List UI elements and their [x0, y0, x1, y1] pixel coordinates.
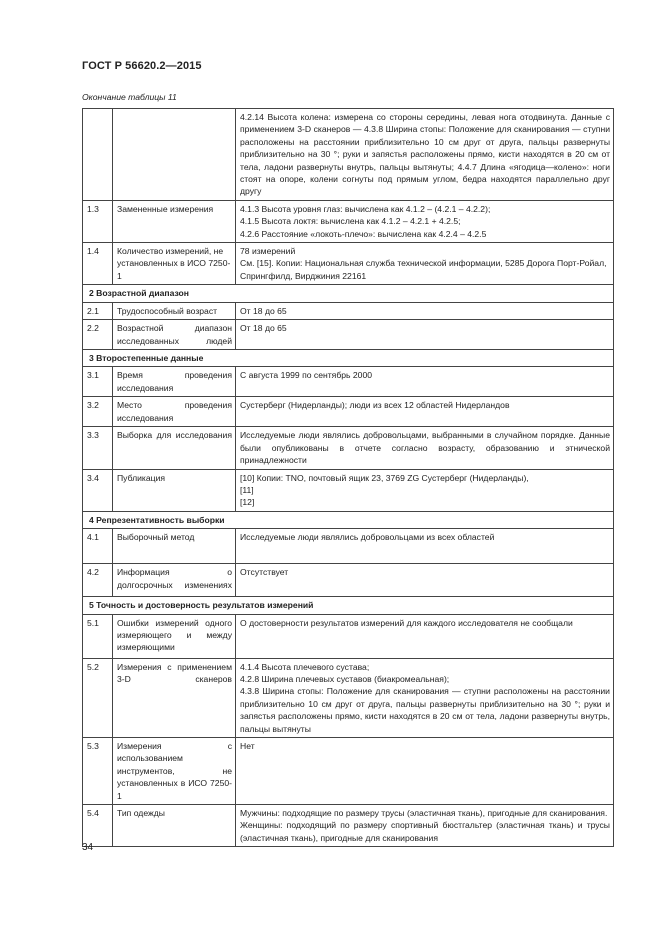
- section-heading: 2 Возрастной диапазон: [83, 285, 614, 302]
- value-line: 4.1.5 Высота локтя: вычислена как 4.1.2 – 4.2.1 + 4.2.5;: [240, 216, 461, 227]
- value-cell: [236, 805, 614, 847]
- table-row: [83, 397, 614, 427]
- value-line: [11]: [240, 484, 254, 495]
- section-row: [83, 349, 614, 366]
- label-cell: Время проведения исследования: [113, 367, 236, 397]
- table-row: [83, 109, 614, 201]
- table-row: [83, 200, 614, 242]
- table-row: [83, 805, 614, 847]
- label-cell: Тип одежды: [113, 805, 236, 847]
- section-heading: 5 Точность и достоверность результатов измерений: [83, 597, 614, 614]
- label-cell: Выборка для исследования: [113, 427, 236, 469]
- page-number: 34: [82, 842, 94, 853]
- value-line: Исследуемые люди являлись добровольцами из всех областей: [240, 532, 495, 543]
- section-row: [83, 597, 614, 614]
- value-cell: [236, 658, 614, 737]
- num-cell: 1.4: [83, 243, 113, 285]
- value-line: От 18 до 65: [240, 305, 287, 316]
- table-row: [83, 564, 614, 597]
- num-cell: 5.4: [83, 805, 113, 847]
- label-cell: Количество измерений, не установленных в ИСО 7250-1: [113, 243, 236, 285]
- label-cell: Выборочный метод: [113, 529, 236, 564]
- value-cell: О достоверности результатов измерений для каждого исследователя не сообщали: [236, 614, 614, 658]
- value-line: С августа 1999 по сентябрь 2000: [240, 370, 372, 381]
- value-cell: [236, 367, 614, 397]
- value-line: 4.3.8 Ширина стопы: Положение для сканирования — ступни расположены на расстоянии приблизительно 10 см друг от друга, пальцы развернуты приблизительно на 30 °; руки и запястья расположены прямо, кисти находятся в 20 см от тела, ладони развернуты внутрь, пальцы вытянуты: [240, 686, 610, 734]
- label-cell: Измерения с применением 3-D сканеров: [113, 658, 236, 737]
- value-cell: [236, 564, 614, 597]
- table-row: [83, 320, 614, 350]
- num-cell: 5.3: [83, 738, 113, 805]
- value-cell: [236, 529, 614, 564]
- value-line: 4.2.8 Ширина плечевых суставов (биакромеальная);: [240, 673, 450, 684]
- value-cell: [236, 243, 614, 285]
- label-cell: [113, 109, 236, 201]
- value-line: Женщины: подходящий по размеру спортивный бюстгальтер (эластичная ткань) и трусы (эластичная ткань), пригодные для сканирования: [240, 820, 610, 843]
- label-cell: Информация о долгосрочных изменениях: [113, 564, 236, 597]
- value-line: Нет: [240, 741, 255, 751]
- table-row: [83, 469, 614, 511]
- section-heading: 3 Второстепенные данные: [83, 349, 614, 366]
- num-cell: 1.3: [83, 200, 113, 242]
- value-cell: [236, 397, 614, 427]
- value-cell: [236, 302, 614, 319]
- value-line: 4.1.3 Высота уровня глаз: вычислена как 4.1.2 – (4.2.1 – 4.2.2);: [240, 203, 491, 214]
- value-line: [12]: [240, 497, 255, 508]
- num-cell: 3.2: [83, 397, 113, 427]
- value-line: 4.2.6 Расстояние «локоть-плечо»: вычислена как 4.2.4 – 4.2.5: [240, 228, 487, 239]
- value-cell: Исследуемые люди являлись добровольцами, выбранными в случайном порядке. Данные были опубликованы в отчете согласно возрасту, образованию и этнической принадлежности: [236, 427, 614, 469]
- num-cell: 5.2: [83, 658, 113, 737]
- label-cell: Измерения с использованием инструментов, не установленных в ИСО 7250-1: [113, 738, 236, 805]
- table-row: [83, 738, 614, 805]
- section-row: [83, 511, 614, 528]
- num-cell: 3.3: [83, 427, 113, 469]
- data-table: [82, 108, 614, 847]
- value-line: От 18 до 65: [240, 323, 287, 334]
- value-cell: [236, 469, 614, 511]
- table-row: [83, 367, 614, 397]
- num-cell: 5.1: [83, 614, 113, 658]
- label-cell: Замененные измерения: [113, 200, 236, 242]
- value-line: [10] Копии: TNO, почтовый ящик 23, 3769 ZG Сустерберг (Нидерланды),: [240, 472, 529, 483]
- value-line: 78 измерений: [240, 246, 296, 257]
- table-row: [83, 427, 614, 469]
- num-cell: 4.1: [83, 529, 113, 564]
- label-cell: Трудоспособный возраст: [113, 302, 236, 319]
- num-cell: 4.2: [83, 564, 113, 597]
- num-cell: [83, 109, 113, 201]
- value-line: Сустерберг (Нидерланды); люди из всех 12 областей Нидерландов: [240, 400, 510, 411]
- value-cell: 4.2.14 Высота колена: измерена со стороны середины, левая нога отодвинута. Данные с применением 3-D сканеров — 4.3.8 Ширина стопы: Положение для сканирования — ступни расположены на расстоянии приблизительно 10 см друг от друга, пальцы развернуты приблизительно на 30 °; руки и запястья расположены прямо, кисти находятся в 20 см от тела, ладони развернуты внутрь, пальцы вытянуты; 4.4.7 Длина «ягодица—колено»: ноги стоят на опоре, колени согнуты под прямым углом, бедра находятся параллельно друг другу: [236, 109, 614, 201]
- value-cell: [236, 200, 614, 242]
- table-row: [83, 658, 614, 737]
- table-caption: Окончание таблицы 11: [82, 92, 177, 102]
- num-cell: 3.4: [83, 469, 113, 511]
- num-cell: 2.1: [83, 302, 113, 319]
- table-row: [83, 302, 614, 319]
- num-cell: 2.2: [83, 320, 113, 350]
- value-line: Мужчины: подходящие по размеру трусы (эластичная ткань), пригодные для сканирования.: [240, 808, 608, 819]
- section-row: [83, 285, 614, 302]
- value-line: 4.1.4 Высота плечевого сустава;: [240, 661, 370, 672]
- value-cell: [236, 738, 614, 805]
- label-cell: Место проведения исследования: [113, 397, 236, 427]
- section-heading: 4 Репрезентативность выборки: [83, 511, 614, 528]
- table-row: [83, 614, 614, 658]
- label-cell: Возрастной диапазон исследованных людей: [113, 320, 236, 350]
- table-row: [83, 529, 614, 564]
- standard-title: ГОСТ Р 56620.2—2015: [82, 60, 202, 72]
- value-line: Отсутствует: [240, 567, 289, 578]
- table-row: [83, 243, 614, 285]
- value-cell: [236, 320, 614, 350]
- value-line: См. [15]. Копии: Национальная служба технической информации, 5285 Дорога Порт-Ройал, Спрингфилд, Вирджиния 22161: [240, 258, 607, 281]
- num-cell: 3.1: [83, 367, 113, 397]
- label-cell: Ошибки измерений одного измеряющего и между измеряющими: [113, 614, 236, 658]
- label-cell: Публикация: [113, 469, 236, 511]
